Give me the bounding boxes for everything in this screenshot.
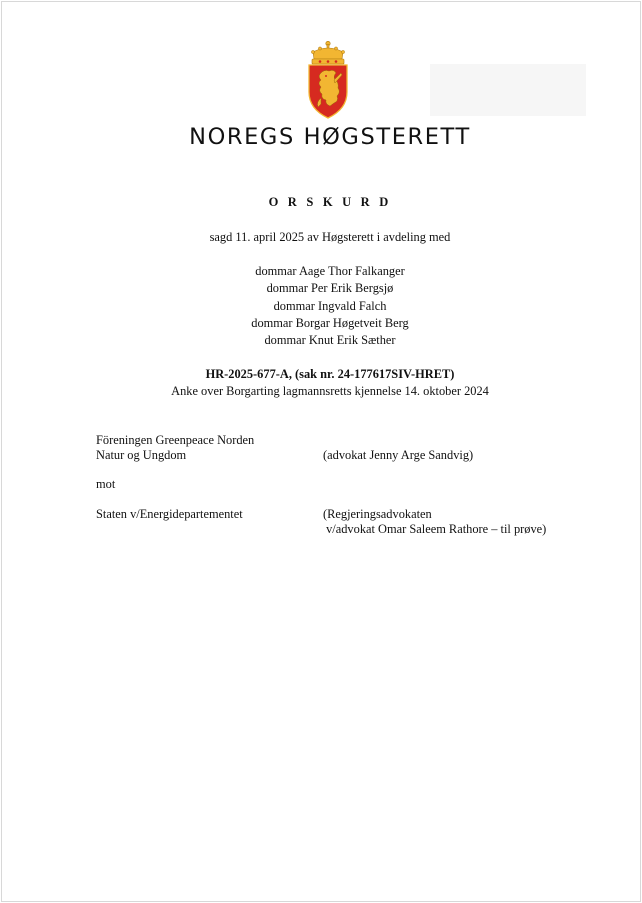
versus-label: mot bbox=[96, 477, 116, 491]
appellant-name: Föreningen Greenpeace Norden bbox=[96, 433, 255, 447]
judge-name: dommar Aage Thor Falkanger bbox=[255, 264, 405, 278]
coat-of-arms-icon bbox=[304, 40, 352, 120]
appellant-name-2: Natur og Ungdom bbox=[96, 448, 187, 462]
judge-name: dommar Borgar Høgetveit Berg bbox=[251, 315, 409, 330]
judges-list bbox=[2, 263, 642, 349]
respondent-counsel-detail: v/advokat Omar Saleem Rathore – til prøve) bbox=[323, 522, 547, 536]
respondent-counsel: (Regjeringsadvokaten bbox=[323, 507, 432, 521]
document-title: O R S K U R D bbox=[268, 195, 392, 209]
appellant-counsel: (advokat Jenny Arge Sandvig) bbox=[323, 448, 474, 462]
court-name: NOREGS HØGSTERETT bbox=[189, 124, 471, 150]
case-number: HR-2025-677-A, (sak nr. 24-177617SIV-HRET) bbox=[205, 367, 455, 381]
judge-name: dommar Per Erik Bergsjø bbox=[266, 281, 394, 296]
document-page bbox=[1, 1, 641, 902]
judge-name: dommar Knut Erik Sæther bbox=[264, 333, 396, 348]
appeal-description: Anke over Borgarting lagmannsretts kjennelse 14. oktober 2024 bbox=[171, 384, 489, 398]
faint-placeholder-box bbox=[430, 64, 586, 116]
judge-name: dommar Ingvald Falch bbox=[273, 298, 387, 313]
ruling-date-line: sagd 11. april 2025 av Høgsterett i avdeling med bbox=[209, 230, 451, 244]
respondent-name: Staten v/Energidepartementet bbox=[96, 507, 243, 521]
